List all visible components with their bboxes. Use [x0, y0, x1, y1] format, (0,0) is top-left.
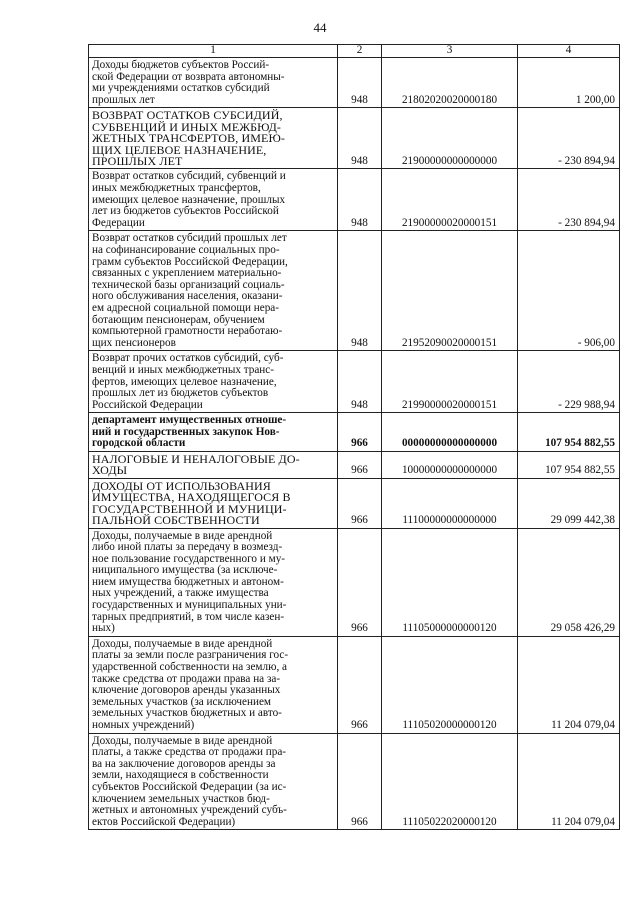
- row-name-cell: Доходы бюджетов субъектов Россий- ской Федерации от возврата автономны- ми учреждениями остатков субсидий прошлых лет: [89, 58, 338, 108]
- row-name-cell: Возврат остатков субсидий прошлых лет на софинансирование социальных про- грамм субъектов Российской Федерации, связанных с укреплением материально- технической базы организаций социаль- ного обслуживания населения, оказани- ем адресной социальной помощи нера- ботающим пенсионерам, обучением компьютерной грамотности неработаю- щих пенсионеров: [89, 231, 338, 351]
- table-row: [89, 528, 620, 636]
- row-name-cell: Возврат прочих остатков субсидий, суб- венций и иных межбюджетных транс- фертов, имеющих целевое назначение, прошлых лет из бюджетов субъектов Российской Федерации: [89, 351, 338, 413]
- row-sum-cell: - 229 988,94: [518, 351, 620, 413]
- row-kbk-cell: 21952090020000151: [382, 231, 518, 351]
- page-number: 44: [313, 20, 327, 35]
- row-code-cell: 966: [338, 733, 382, 830]
- row-kbk-cell: 11100000000000000: [382, 478, 518, 528]
- row-kbk-cell: 21990000020000151: [382, 351, 518, 413]
- row-sum-cell: - 230 894,94: [518, 108, 620, 169]
- table-row: [89, 636, 620, 733]
- table-row: [89, 478, 620, 528]
- row-name-cell: департамент имущественных отноше- ний и государственных закупок Нов- городской области: [89, 413, 338, 452]
- row-kbk-cell: 00000000000000000: [382, 413, 518, 452]
- table-row: [89, 58, 620, 108]
- row-name-cell: Возврат остатков субсидий, субвенций и иных межбюджетных трансфертов, имеющих целевое назначение, прошлых лет из бюджетов субъектов Российской Федерации: [89, 169, 338, 231]
- row-kbk-cell: 21802020020000180: [382, 58, 518, 108]
- table-row: [89, 231, 620, 351]
- column-header: 4: [518, 45, 620, 58]
- row-sum-cell: 11 204 079,04: [518, 636, 620, 733]
- row-sum-cell: 107 954 882,55: [518, 452, 620, 479]
- row-code-cell: 966: [338, 452, 382, 479]
- row-sum-cell: - 906,00: [518, 231, 620, 351]
- row-code-cell: 948: [338, 169, 382, 231]
- row-sum-cell: - 230 894,94: [518, 169, 620, 231]
- row-kbk-cell: 11105022020000120: [382, 733, 518, 830]
- row-kbk-cell: 10000000000000000: [382, 452, 518, 479]
- row-name-cell: ВОЗВРАТ ОСТАТКОВ СУБСИДИЙ, СУБВЕНЦИЙ И ИНЫХ МЕЖБЮД- ЖЕТНЫХ ТРАНСФЕРТОВ, ИМЕЮ- ЩИХ ЦЕЛЕВОЕ НАЗНАЧЕНИЕ, ПРОШЛЫХ ЛЕТ: [89, 108, 338, 169]
- table-row: [89, 169, 620, 231]
- row-code-cell: 966: [338, 636, 382, 733]
- row-sum-cell: 29 058 426,29: [518, 528, 620, 636]
- row-kbk-cell: 21900000020000151: [382, 169, 518, 231]
- row-kbk-cell: 21900000000000000: [382, 108, 518, 169]
- row-code-cell: 966: [338, 528, 382, 636]
- column-header: 3: [382, 45, 518, 58]
- table-row: [89, 413, 620, 452]
- row-sum-cell: 11 204 079,04: [518, 733, 620, 830]
- row-sum-cell: 29 099 442,38: [518, 478, 620, 528]
- table-row: [89, 733, 620, 830]
- row-name-cell: Доходы, получаемые в виде арендной либо иной платы за передачу в возмезд- ное пользование государственного и му- ниципального имущества (за исключе- нием имущества бюджетных и автоном- ных учреждений, а также имущества государственных и муниципальных уни- тарных предприятий, в том числе казен- ных): [89, 528, 338, 636]
- row-code-cell: 948: [338, 231, 382, 351]
- row-name-cell: ДОХОДЫ ОТ ИСПОЛЬЗОВАНИЯ ИМУЩЕСТВА, НАХОДЯЩЕГОСЯ В ГОСУДАРСТВЕННОЙ И МУНИЦИ- ПАЛЬНОЙ СОБСТВЕННОСТИ: [89, 478, 338, 528]
- row-kbk-cell: 11105020000000120: [382, 636, 518, 733]
- row-name-cell: Доходы, получаемые в виде арендной платы за земли после разграничения гос- ударственной собственности на землю, а также средства от продажи права на за- ключение договоров аренды указанных земельных участков (за исключением земельных участков бюджетных и авто- номных учреждений): [89, 636, 338, 733]
- column-header: 1: [89, 45, 338, 58]
- row-name-cell: НАЛОГОВЫЕ И НЕНАЛОГОВЫЕ ДО- ХОДЫ: [89, 452, 338, 479]
- row-code-cell: 948: [338, 58, 382, 108]
- header-row: [89, 45, 620, 58]
- row-sum-cell: 1 200,00: [518, 58, 620, 108]
- row-name-cell: Доходы, получаемые в виде арендной платы, а также средства от продажи пра- ва на заключение договоров аренды за земли, находящиеся в собственности субъектов Российской Федерации (за ис- ключением земельных участков бюд- жетных и автономных учреждений субъ- ектов Российской Федерации): [89, 733, 338, 830]
- row-code-cell: 966: [338, 413, 382, 452]
- table-row: [89, 108, 620, 169]
- row-code-cell: 966: [338, 478, 382, 528]
- column-header: 2: [338, 45, 382, 58]
- row-sum-cell: 107 954 882,55: [518, 413, 620, 452]
- row-code-cell: 948: [338, 108, 382, 169]
- revenue-table: [88, 44, 620, 830]
- row-code-cell: 948: [338, 351, 382, 413]
- table-row: [89, 351, 620, 413]
- table-row: [89, 452, 620, 479]
- row-kbk-cell: 11105000000000120: [382, 528, 518, 636]
